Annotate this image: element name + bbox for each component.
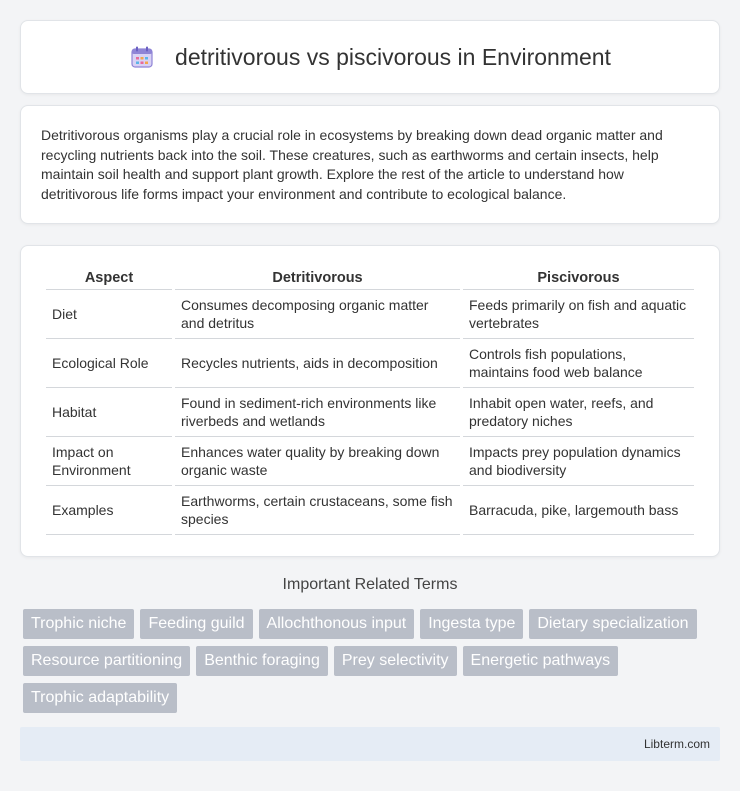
related-term-tag[interactable]: Benthic foraging [196, 646, 328, 676]
related-term-tag[interactable]: Ingesta type [420, 609, 523, 639]
cell-detritivorous: Recycles nutrients, aids in decomposition [175, 339, 460, 388]
table-row [46, 486, 694, 535]
comparison-table [43, 266, 697, 535]
cell-aspect: Impact on Environment [46, 437, 172, 486]
footer-site-link[interactable]: Libterm.com [643, 737, 710, 751]
related-term-tag[interactable]: Energetic pathways [463, 646, 619, 676]
page-title: detritivorous vs piscivorous in Environment [175, 43, 611, 70]
related-term-tag[interactable]: Allochthonous input [259, 609, 415, 639]
intro-card [20, 105, 720, 224]
related-terms-list [23, 609, 713, 713]
comparison-card [20, 245, 720, 557]
header-detritivorous: Detritivorous [175, 266, 460, 290]
table-row [46, 437, 694, 486]
calendar-icon [129, 44, 155, 70]
intro-paragraph: Detritivorous organisms play a crucial role in ecosystems by breaking down dead organic matter and recycling nutrients back into the soil. These creatures, such as earthworms and certain insects, help maintain soil health and support plant growth. Explore the rest of the article to understand how detritivorous life forms impact your environment and contribute to ecological balance. [41, 127, 663, 202]
cell-aspect: Habitat [46, 388, 172, 437]
cell-detritivorous: Consumes decomposing organic matter and detritus [175, 290, 460, 339]
table-row [46, 339, 694, 388]
footer [20, 727, 720, 761]
related-term-tag[interactable]: Feeding guild [140, 609, 252, 639]
cell-piscivorous: Feeds primarily on fish and aquatic vertebrates [463, 290, 694, 339]
cell-detritivorous: Earthworms, certain crustaceans, some fish species [175, 486, 460, 535]
header-aspect: Aspect [46, 266, 172, 290]
related-term-tag[interactable]: Dietary specialization [529, 609, 696, 639]
related-term-tag[interactable]: Resource partitioning [23, 646, 190, 676]
related-term-tag[interactable]: Trophic adaptability [23, 683, 177, 713]
cell-aspect: Ecological Role [46, 339, 172, 388]
cell-detritivorous: Enhances water quality by breaking down organic waste [175, 437, 460, 486]
related-term-tag[interactable]: Prey selectivity [334, 646, 457, 676]
cell-piscivorous: Controls fish populations, maintains food web balance [463, 339, 694, 388]
cell-aspect: Examples [46, 486, 172, 535]
header-piscivorous: Piscivorous [463, 266, 694, 290]
cell-aspect: Diet [46, 290, 172, 339]
related-terms-heading: Important Related Terms [282, 576, 458, 593]
table-row [46, 290, 694, 339]
table-row [46, 388, 694, 437]
table-header-row [46, 266, 694, 290]
cell-piscivorous: Inhabit open water, reefs, and predatory niches [463, 388, 694, 437]
related-term-tag[interactable]: Trophic niche [23, 609, 134, 639]
cell-piscivorous: Impacts prey population dynamics and biodiversity [463, 437, 694, 486]
cell-piscivorous: Barracuda, pike, largemouth bass [463, 486, 694, 535]
cell-detritivorous: Found in sediment-rich environments like riverbeds and wetlands [175, 388, 460, 437]
title-card [20, 20, 720, 94]
